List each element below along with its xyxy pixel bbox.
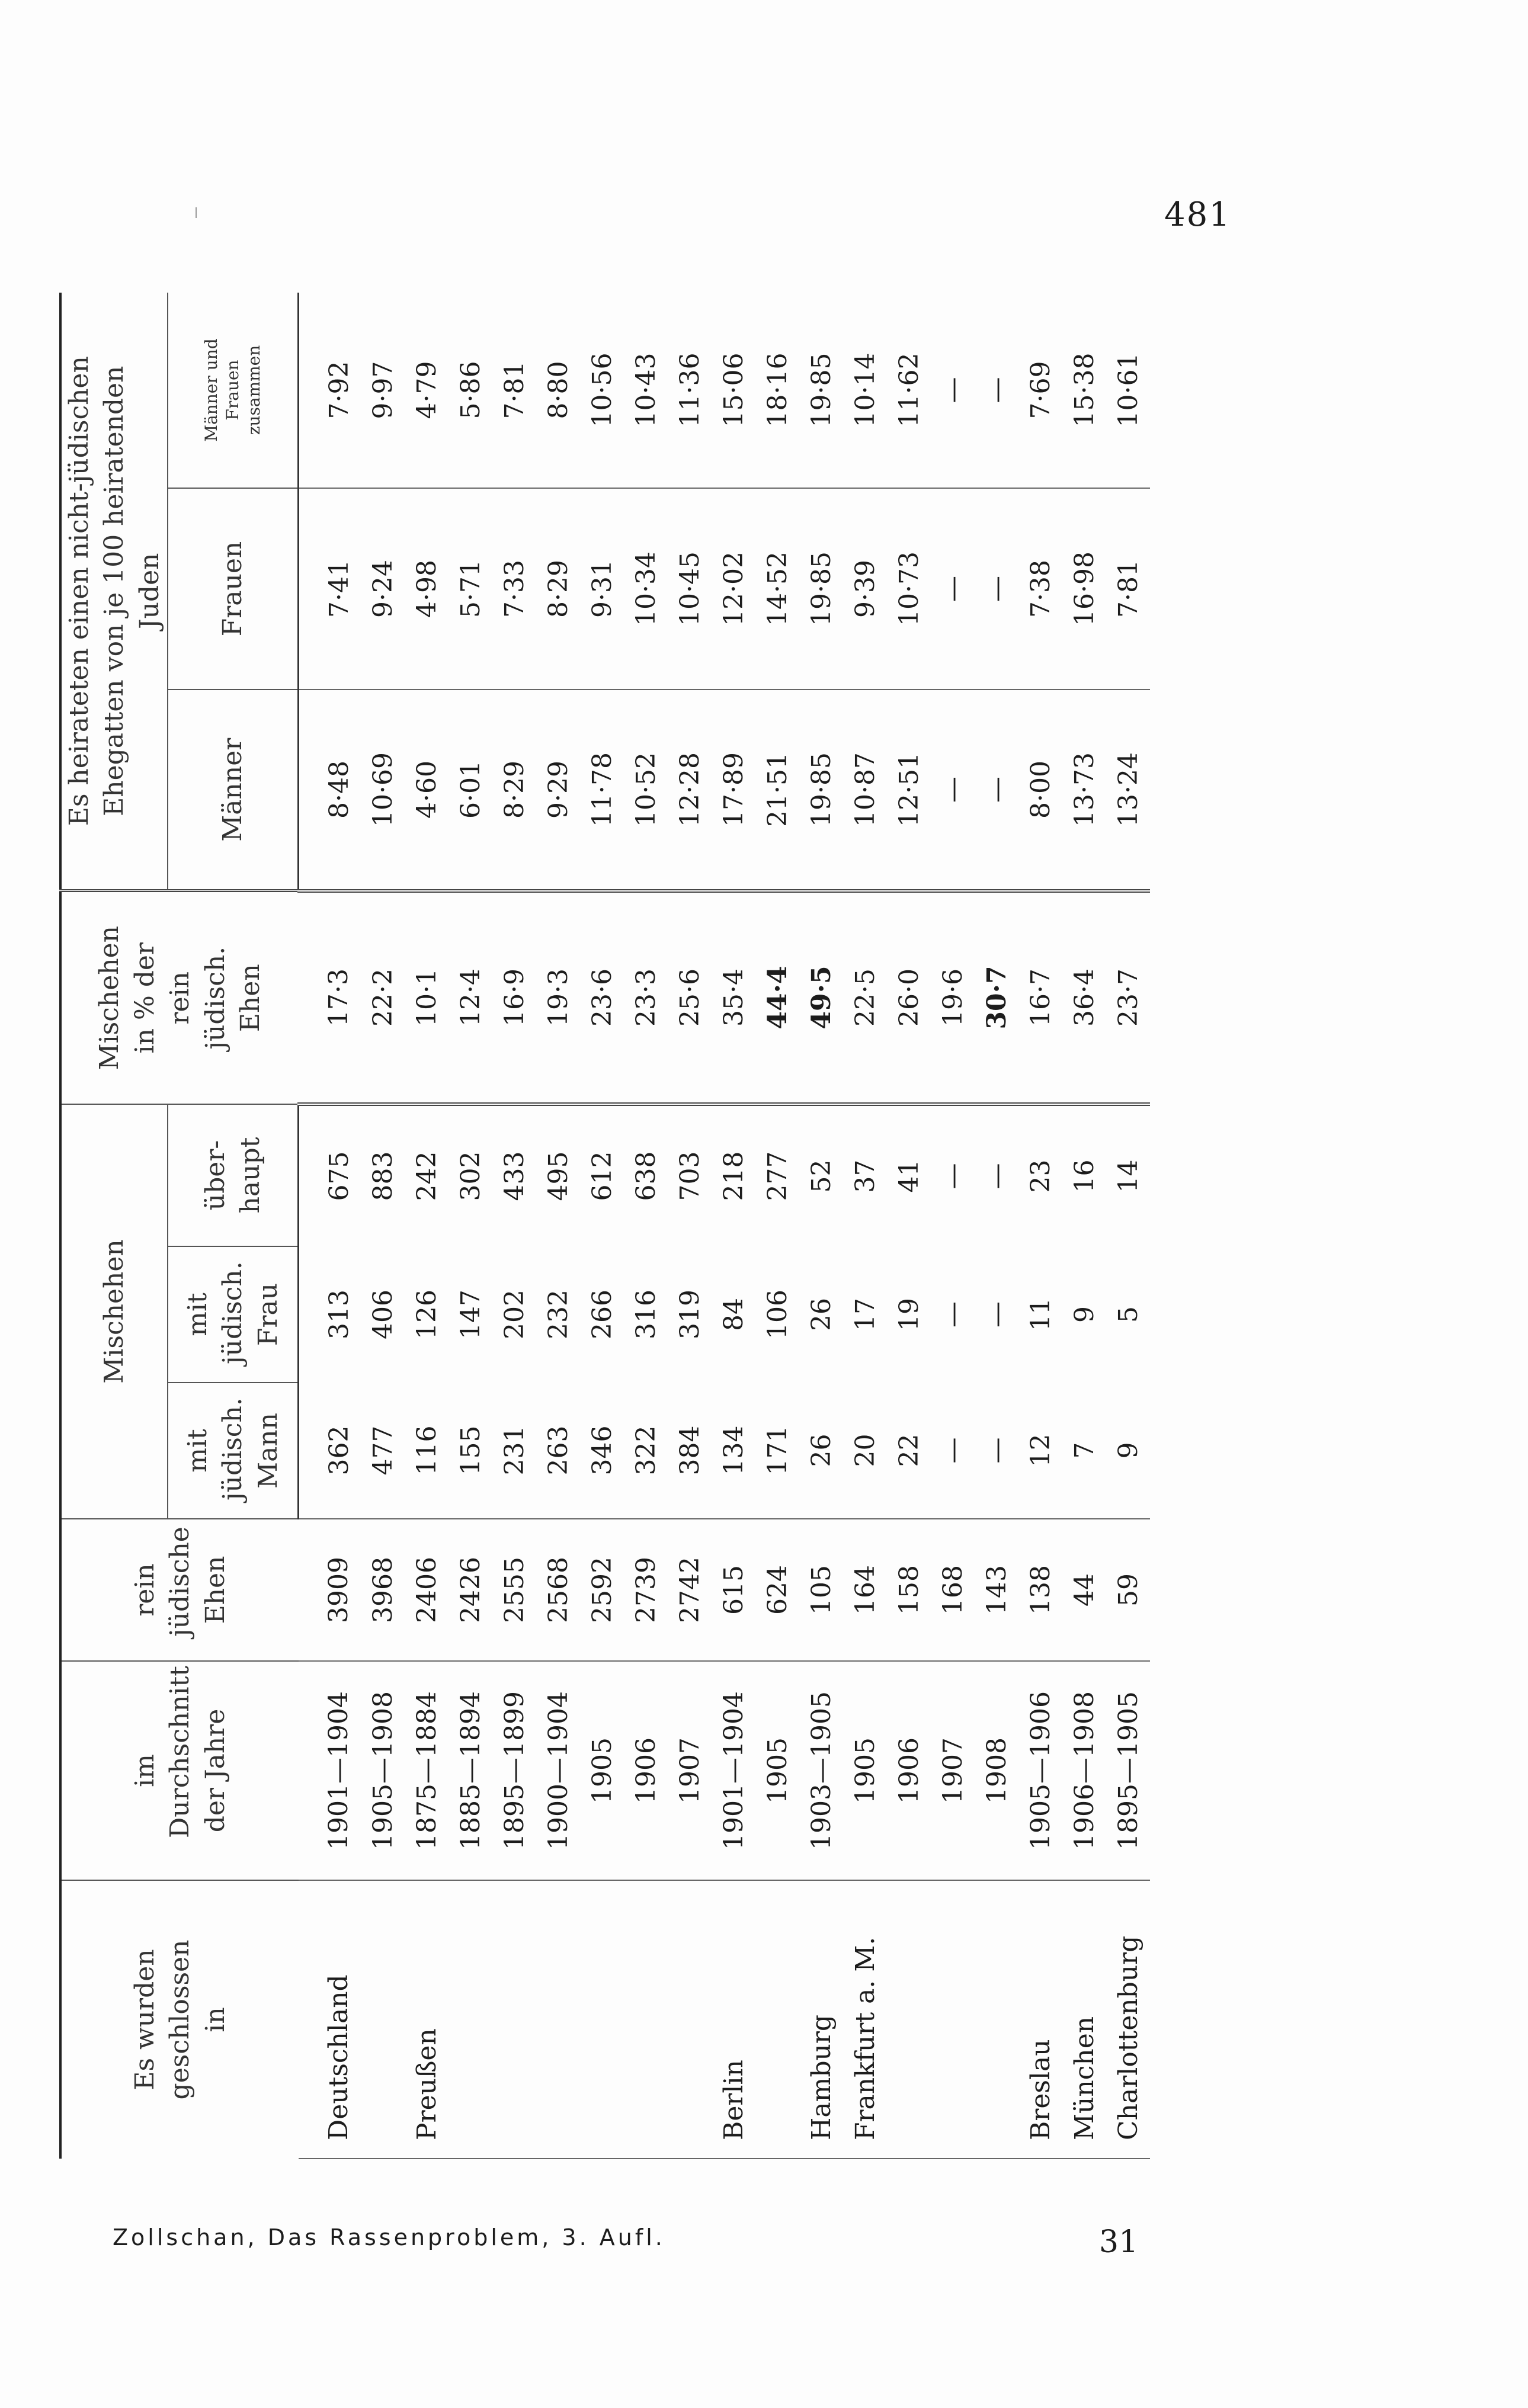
cell-zusammen: 15·38	[1062, 293, 1106, 488]
cell-pct: 23·3	[624, 891, 668, 1104]
cell-rein: 158	[887, 1519, 931, 1661]
cell-pct: 23·6	[580, 891, 624, 1104]
cell-pct: 30·7	[975, 891, 1018, 1104]
cell-mann: 155	[449, 1383, 492, 1519]
footer-citation: Zollschan, Das Rassenproblem, 3. Aufl.	[113, 2224, 665, 2250]
cell-mann: 20	[843, 1383, 887, 1519]
cell-maenner: 6·01	[449, 690, 492, 891]
cell-zusammen: 10·56	[580, 293, 624, 488]
cell-rein: 3968	[361, 1519, 405, 1661]
cell-frauen: 10·45	[668, 488, 712, 690]
table-row	[580, 293, 624, 2159]
cell-ueberhaupt: 612	[587, 1151, 617, 1201]
cell-rein: 168	[931, 1519, 975, 1661]
cell-years: 1903—1905	[799, 1661, 843, 1880]
cell-frauen: 7·33	[492, 488, 536, 690]
cell-zusammen: 10·61	[1106, 293, 1150, 488]
cell-years: 1905—1908	[361, 1661, 405, 1880]
cell-ueberhaupt: 495	[543, 1151, 574, 1201]
table-row	[1106, 293, 1150, 2159]
cell-mann: 7	[1062, 1383, 1106, 1519]
cell-rein: 2568	[536, 1519, 580, 1661]
cell-region	[931, 1880, 975, 2159]
cell-ueberhaupt: —	[937, 1163, 968, 1189]
cell-ueberhaupt: 675	[323, 1151, 354, 1201]
cell-frau: 266	[587, 1290, 617, 1339]
cell-pct: 22·5	[843, 891, 887, 1104]
cell-maenner: 12·28	[668, 690, 712, 891]
cell-rein: 105	[799, 1519, 843, 1661]
rotated-table-block	[59, 293, 1256, 2159]
cell-ueberhaupt: —	[981, 1163, 1012, 1189]
cell-ueberhaupt: 218	[718, 1151, 749, 1201]
cell-years: 1905	[755, 1661, 799, 1880]
cell-zusammen: 8·80	[536, 293, 580, 488]
cell-rein: 143	[975, 1519, 1018, 1661]
cell-maenner: 8·00	[1018, 690, 1062, 891]
cell-maenner: 8·29	[492, 690, 536, 891]
cell-years: 1885—1894	[449, 1661, 492, 1880]
header-zusammen: Männer und Frauen zusammen	[168, 293, 299, 488]
cell-mann: —	[931, 1383, 975, 1519]
table-row	[361, 293, 405, 2159]
cell-region	[975, 1880, 1018, 2159]
cell-pct: 36·4	[1062, 891, 1106, 1104]
cell-rein: 164	[843, 1519, 887, 1661]
cell-region	[580, 1880, 624, 2159]
cell-mann: 362	[299, 1383, 361, 1519]
header-region: Es wurden geschlossen in	[60, 1880, 299, 2159]
cell-frauen: 10·73	[887, 488, 931, 690]
cell-rein: 624	[755, 1519, 799, 1661]
table-row	[449, 293, 492, 2159]
header-mit-mann: mit jüdisch. Mann	[168, 1383, 299, 1519]
cell-ueberhaupt: 277	[762, 1151, 793, 1201]
cell-maenner: 4·60	[405, 690, 449, 891]
cell-region: Deutschland	[299, 1880, 361, 2159]
cell-years: 1905	[580, 1661, 624, 1880]
cell-zusammen: 15·06	[712, 293, 755, 488]
table-row	[712, 293, 755, 2159]
cell-region	[668, 1880, 712, 2159]
cell-maenner: 12·51	[887, 690, 931, 891]
cell-rein: 2742	[668, 1519, 712, 1661]
cell-ueberhaupt: 14	[1113, 1159, 1143, 1193]
cell-mann: 171	[755, 1383, 799, 1519]
cell-maenner: 13·73	[1062, 690, 1106, 891]
cell-pct: 44·4	[755, 891, 799, 1104]
cell-frau: —	[937, 1301, 968, 1328]
table-row	[536, 293, 580, 2159]
table-body	[299, 293, 1151, 2159]
cell-frau: 147	[455, 1290, 486, 1339]
cell-frauen: 9·39	[843, 488, 887, 690]
cell-mann: 231	[492, 1383, 536, 1519]
cell-zusammen: 10·14	[843, 293, 887, 488]
header-mischehen: Mischehen	[60, 1104, 168, 1519]
cell-frau: 202	[499, 1290, 530, 1339]
cell-rein: 3909	[299, 1519, 361, 1661]
cell-pct: 26·0	[887, 891, 931, 1104]
cell-region: München	[1062, 1880, 1106, 2159]
cell-years: 1900—1904	[536, 1661, 580, 1880]
cell-frauen: 14·52	[755, 488, 799, 690]
cell-frauen: 7·81	[1106, 488, 1150, 690]
table-row	[1062, 293, 1106, 2159]
cell-frau: 19	[893, 1298, 924, 1331]
cell-pct: 16·7	[1018, 891, 1062, 1104]
cell-pct: 16·9	[492, 891, 536, 1104]
cell-frau: 313	[323, 1290, 354, 1339]
cell-pct: 49·5	[799, 891, 843, 1104]
cell-frau: 126	[411, 1290, 442, 1339]
cell-frauen: 19·85	[799, 488, 843, 690]
cell-mann: 22	[887, 1383, 931, 1519]
table-row	[668, 293, 712, 2159]
cell-maenner: 10·69	[361, 690, 405, 891]
cell-maenner: —	[975, 690, 1018, 891]
cell-ueberhaupt: 703	[674, 1151, 705, 1201]
cell-maenner: 13·24	[1106, 690, 1150, 891]
cell-frau: 406	[367, 1290, 398, 1339]
cell-years: 1908	[975, 1661, 1018, 1880]
cell-region: Charlottenburg	[1106, 1880, 1150, 2159]
cell-mann: 346	[580, 1383, 624, 1519]
cell-maenner: 11·78	[580, 690, 624, 891]
cell-mann: 12	[1018, 1383, 1062, 1519]
cell-zusammen: 7·92	[299, 293, 361, 488]
cell-mann: 477	[361, 1383, 405, 1519]
cell-frauen: 4·98	[405, 488, 449, 690]
table-row	[299, 293, 361, 2159]
cell-rein: 615	[712, 1519, 755, 1661]
cell-years: 1907	[931, 1661, 975, 1880]
table-row	[492, 293, 536, 2159]
table-row	[799, 293, 843, 2159]
header-mit-frau: mit jüdisch. Frau	[168, 1246, 299, 1383]
cell-frau: 5	[1113, 1306, 1143, 1323]
cell-region	[449, 1880, 492, 2159]
header-years: im Durchschnitt der Jahre	[60, 1661, 299, 1880]
cell-mann: 116	[405, 1383, 449, 1519]
table-row	[624, 293, 668, 2159]
cell-years: 1906	[624, 1661, 668, 1880]
cell-zusammen: —	[931, 293, 975, 488]
cell-pct: 35·4	[712, 891, 755, 1104]
cell-region	[624, 1880, 668, 2159]
cell-rein: 59	[1106, 1519, 1150, 1661]
cell-ueberhaupt: 23	[1025, 1159, 1056, 1193]
cell-frauen: —	[975, 488, 1018, 690]
cell-rein: 2555	[492, 1519, 536, 1661]
cell-ueberhaupt: 638	[630, 1151, 661, 1201]
cell-maenner: 9·29	[536, 690, 580, 891]
cell-years: 1906—1908	[1062, 1661, 1106, 1880]
cell-frau: 106	[762, 1290, 793, 1339]
cell-pct: 19·3	[536, 891, 580, 1104]
margin-mark	[196, 207, 197, 218]
cell-frauen: 9·24	[361, 488, 405, 690]
footer-signature: 31	[1099, 2224, 1139, 2260]
table-row	[843, 293, 887, 2159]
cell-pct: 19·6	[931, 891, 975, 1104]
cell-frauen: 10·34	[624, 488, 668, 690]
header-rein-juedisch: rein jüdische Ehen	[60, 1519, 299, 1661]
cell-pct: 25·6	[668, 891, 712, 1104]
cell-years: 1906	[887, 1661, 931, 1880]
cell-ueberhaupt: 242	[411, 1151, 442, 1201]
cell-rein: 2426	[449, 1519, 492, 1661]
cell-pct: 23·7	[1106, 891, 1150, 1104]
cell-zusammen: 11·36	[668, 293, 712, 488]
cell-years: 1895—1899	[492, 1661, 536, 1880]
cell-frauen: —	[931, 488, 975, 690]
cell-frauen: 9·31	[580, 488, 624, 690]
cell-mann: —	[975, 1383, 1018, 1519]
cell-region: Berlin	[712, 1880, 755, 2159]
cell-frau: 84	[718, 1298, 749, 1331]
cell-frau: 17	[850, 1298, 880, 1331]
cell-years: 1901—1904	[299, 1661, 361, 1880]
cell-zusammen: 7·81	[492, 293, 536, 488]
cell-frauen: 8·29	[536, 488, 580, 690]
cell-region: Frankfurt a. M.	[843, 1880, 887, 2159]
cell-frauen: 16·98	[1062, 488, 1106, 690]
cell-maenner: 19·85	[799, 690, 843, 891]
cell-frau: 11	[1025, 1298, 1056, 1331]
cell-ueberhaupt: 52	[806, 1159, 837, 1193]
cell-years: 1905	[843, 1661, 887, 1880]
cell-frau: 316	[630, 1290, 661, 1339]
cell-pct: 12·4	[449, 891, 492, 1104]
cell-zusammen: 7·69	[1018, 293, 1062, 488]
cell-mann: 263	[536, 1383, 580, 1519]
cell-zusammen: 4·79	[405, 293, 449, 488]
header-pct: Mischehen in % der rein jüdisch. Ehen	[60, 891, 299, 1104]
cell-frauen: 12·02	[712, 488, 755, 690]
page-number: 481	[1164, 195, 1231, 234]
table-row	[405, 293, 449, 2159]
cell-mann: 384	[668, 1383, 712, 1519]
cell-ueberhaupt: 37	[850, 1159, 880, 1193]
header-per-100: Es heirateten einen nicht-jüdischen Ehegatten von je 100 heiratenden Juden	[60, 293, 168, 891]
cell-region	[536, 1880, 580, 2159]
cell-zusammen: 18·16	[755, 293, 799, 488]
cell-frau: 26	[806, 1298, 837, 1331]
cell-years: 1895—1905	[1106, 1661, 1150, 1880]
cell-frau: 232	[543, 1290, 574, 1339]
cell-region	[492, 1880, 536, 2159]
cell-region	[755, 1880, 799, 2159]
cell-zusammen: 19·85	[799, 293, 843, 488]
header-frauen: Frauen	[168, 488, 299, 690]
cell-mann: 26	[799, 1383, 843, 1519]
cell-pct: 10·1	[405, 891, 449, 1104]
cell-zusammen: 11·62	[887, 293, 931, 488]
cell-years: 1905—1906	[1018, 1661, 1062, 1880]
cell-pct: 22·2	[361, 891, 405, 1104]
cell-pct: 17·3	[299, 891, 361, 1104]
cell-maenner: 10·87	[843, 690, 887, 891]
cell-region: Breslau	[1018, 1880, 1062, 2159]
cell-mann: 9	[1106, 1383, 1150, 1519]
header-ueberhaupt: über- haupt	[168, 1104, 299, 1246]
cell-maenner: —	[931, 690, 975, 891]
cell-zusammen: —	[975, 293, 1018, 488]
cell-frauen: 5·71	[449, 488, 492, 690]
header-maenner: Männer	[168, 690, 299, 891]
cell-zusammen: 5·86	[449, 293, 492, 488]
cell-rein: 44	[1062, 1519, 1106, 1661]
cell-region: Hamburg	[799, 1880, 843, 2159]
cell-maenner: 10·52	[624, 690, 668, 891]
cell-years: 1875—1884	[405, 1661, 449, 1880]
cell-ueberhaupt: 883	[367, 1151, 398, 1201]
cell-region	[887, 1880, 931, 2159]
cell-frau: 9	[1069, 1306, 1100, 1323]
cell-frau: 319	[674, 1290, 705, 1339]
table-row	[1018, 293, 1062, 2159]
cell-ueberhaupt: 16	[1069, 1159, 1100, 1193]
cell-ueberhaupt: 433	[499, 1151, 530, 1201]
cell-ueberhaupt: 41	[893, 1159, 924, 1193]
statistics-table	[59, 293, 1150, 2159]
cell-mann: 134	[712, 1383, 755, 1519]
cell-rein: 2739	[624, 1519, 668, 1661]
cell-rein: 2406	[405, 1519, 449, 1661]
cell-maenner: 8·48	[299, 690, 361, 891]
cell-zusammen: 10·43	[624, 293, 668, 488]
cell-region: Preußen	[405, 1880, 449, 2159]
cell-frau: —	[981, 1301, 1012, 1328]
cell-ueberhaupt: 302	[455, 1151, 486, 1201]
cell-frauen: 7·41	[299, 488, 361, 690]
cell-region	[361, 1880, 405, 2159]
cell-rein: 2592	[580, 1519, 624, 1661]
table-row	[887, 293, 931, 2159]
table-row	[931, 293, 975, 2159]
cell-years: 1907	[668, 1661, 712, 1880]
cell-frauen: 7·38	[1018, 488, 1062, 690]
cell-zusammen: 9·97	[361, 293, 405, 488]
cell-years: 1901—1904	[712, 1661, 755, 1880]
cell-maenner: 17·89	[712, 690, 755, 891]
cell-mann: 322	[624, 1383, 668, 1519]
cell-rein: 138	[1018, 1519, 1062, 1661]
table-row	[975, 293, 1018, 2159]
cell-maenner: 21·51	[755, 690, 799, 891]
table-row	[755, 293, 799, 2159]
